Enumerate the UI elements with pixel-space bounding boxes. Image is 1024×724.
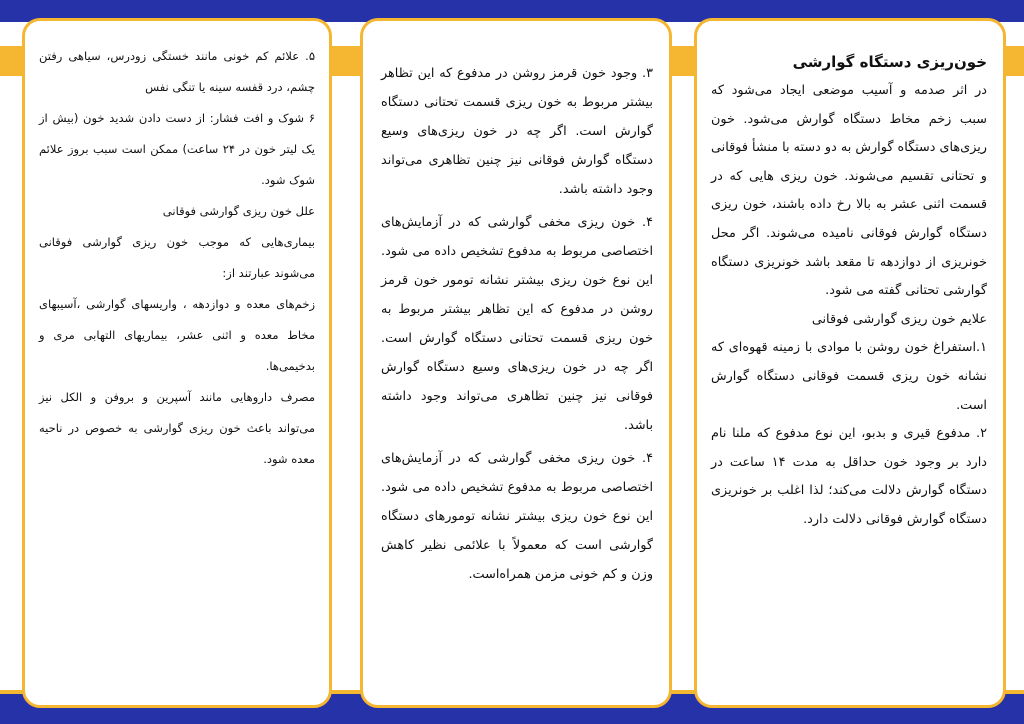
- symptoms-heading: علایم خون ریزی گوارشی فوقانی: [811, 311, 987, 327]
- symptom-3-text: ۳. وجود خون قرمز روشن در مدفوع که این تظاهر بیشتر مربوط به خون ریزی قسمت تحتانی دستگاه گوارش است. اگر چه در خون ریزی‌های وسیع دستگاه گوارش فوقانی نیز چنین تظاهری می‌تواند وجود داشته باشد.: [381, 66, 653, 197]
- middle-panel: [360, 18, 672, 708]
- symptom-4-repeat-text: ۴. خون ریزی مخفی گوارشی که در آزمایش‌های اختصاصی مربوط به مدفوع تشخیص داده می شود. این نوع خون ریزی بیشتر نشانه تومورهای دستگاه گوارشی است که معمولاً با علائمی نظیر کاهش وزن و کم خونی مزمن همراه‌است.: [381, 451, 653, 582]
- right-panel: [694, 18, 1006, 708]
- causes-list: زخم‌های معده و دوازدهه ، واریسهای گوارشی ،آسیبهای مخاط معده و اثنی عشر، بیماریهای التهابی مری و بدخیمی‌ها.: [39, 297, 315, 373]
- symptom-1-text: ۱.استفراغ خون روشن با موادی با زمینه قهوه‌ای که نشانه خون ریزی قسمت فوقانی دستگاه گوارش است.: [711, 340, 987, 413]
- symptom-6-text: ۶ شوک و افت فشار: از دست دادن شدید خون (بیش از یک لیتر خون در ۲۴ ساعت) ممکن است سبب بروز علائم شوک شود.: [39, 111, 315, 187]
- causes-intro: بیماری‌هایی که موجب خون ریزی گوارشی فوقانی می‌شوند عبارتند از:: [39, 235, 315, 280]
- intro-paragraph: در اثر صدمه و آسیب موضعی ایجاد می‌شود که سبب زخم مخاط دستگاه گوارش می‌شود. خون ریزی‌های دستگاه گوارش به دو دسته با منشأ فوقانی و تحتانی تقسیم می‌شوند. خون ریزی هایی که در قسمت اثنی عشر به بالا رخ داده باشند، خون ریزی دستگاه گوارش فوقانی نامیده می‌شوند. اگر محل خونریزی از دوازدهه تا مقعد باشد خونریزی دستگاه گوارشی تحتانی گفته می شود.: [711, 83, 987, 299]
- symptom-4-text: ۴. خون ریزی مخفی گوارشی که در آزمایش‌های اختصاصی مربوط به مدفوع تشخیص داده می شود. این نوع خون ریزی بیشتر نشانه تومور خون قرمز روشن در مدفوع که این تظاهر بیشتر مربوط به خون ریزی قسمت تحتانی دستگاه گوارش است. اگر چه در خون ریزی‌های وسیع دستگاه گوارش فوقانی نیز چنین تظاهری می‌تواند وجود داشته باشد.: [381, 215, 653, 433]
- drug-causes-text: مصرف داروهایی مانند آسپرین و بروفن و الکل نیز می‌تواند باعث خون ریزی گوارشی به خصوص در ناحیه معده شود.: [39, 390, 315, 466]
- page-title: خون‌ریزی دستگاه گوارشی: [792, 53, 987, 71]
- causes-heading: علل خون ریزی گوارشی فوقانی: [162, 204, 315, 218]
- symptom-5-text: ۵. علائم کم خونی مانند خستگی زودرس، سیاهی رفتن چشم، درد قفسه سینه یا تنگی نفس: [39, 49, 315, 94]
- symptom-2-text: ۲. مدفوع قیری و بدبو، این نوع مدفوع که ملنا نام دارد بر وجود خون حداقل به مدت ۱۴ ساعت در دستگاه گوارش دلالت می‌کند؛ لذا اغلب بر خونریزی دستگاه گوارش فوقانی دلالت دارد.: [711, 426, 987, 527]
- left-panel: [22, 18, 332, 708]
